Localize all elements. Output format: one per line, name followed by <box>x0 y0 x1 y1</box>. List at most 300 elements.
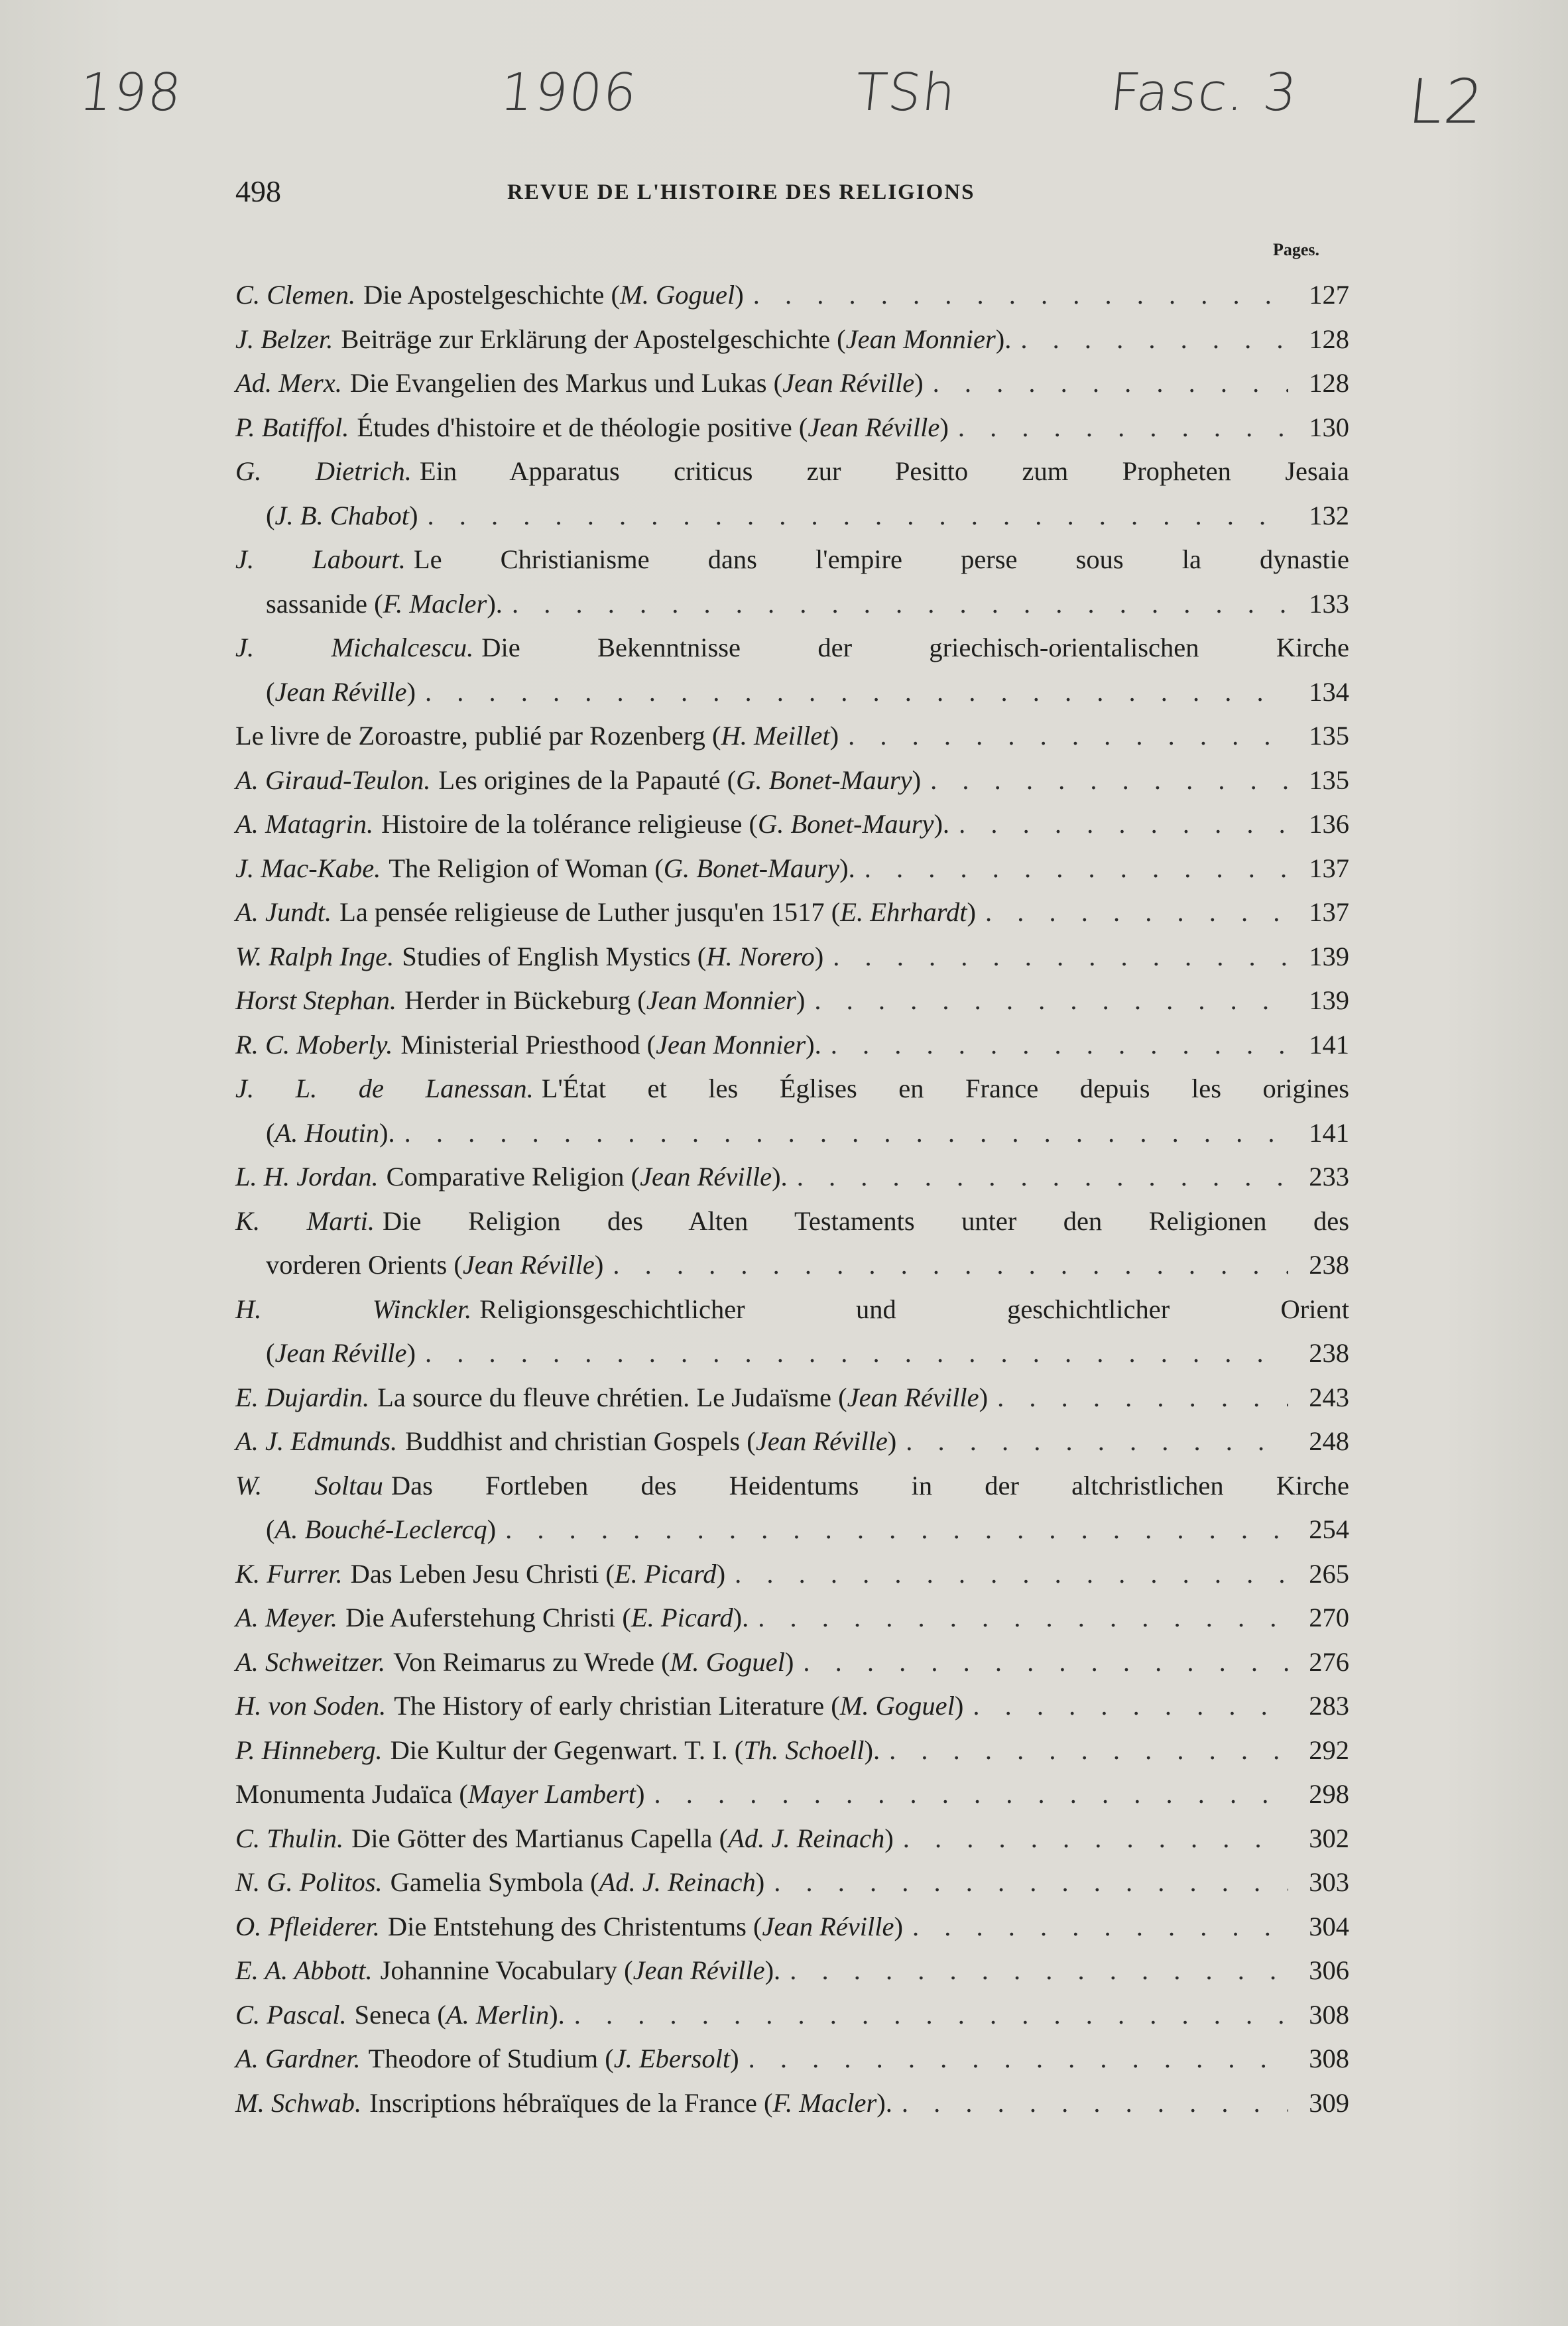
entry-line <box>235 1729 1349 1773</box>
dot-leader <box>758 1596 1288 1640</box>
reviewer: A. Houtin <box>274 1117 379 1148</box>
reviewer: Ad. J. Reinach <box>599 1867 756 1897</box>
reviewer: Jean Réville <box>847 1382 979 1412</box>
toc-entry <box>235 1772 1349 1817</box>
page-number: 498 <box>235 174 281 208</box>
reviewer: E. Ehrhardt <box>840 897 967 927</box>
page-ref: 270 <box>1309 1603 1349 1632</box>
entry-line <box>235 406 1349 450</box>
toc-entry <box>235 1684 1349 1729</box>
toc-entry <box>235 1861 1349 1905</box>
handwritten-class: L2 <box>1405 66 1488 137</box>
work-title: Die Auferstehung Christi ( <box>345 1603 631 1632</box>
dot-leader <box>404 1111 1288 1156</box>
page-ref: 233 <box>1309 1162 1349 1192</box>
toc-entry <box>235 2037 1349 2081</box>
closing-punct: ). <box>733 1603 749 1632</box>
dot-leader <box>425 1331 1288 1376</box>
reviewer: Jean Monnier <box>845 324 996 354</box>
work-title: Le Christianisme dans l'empire perse sous la dynastie <box>413 544 1349 574</box>
entry-line-2 <box>235 670 1349 715</box>
author: W. Ralph Inge. <box>235 941 394 971</box>
page-ref: 137 <box>1309 897 1349 927</box>
author: W. Soltau <box>235 1470 383 1500</box>
dot-leader <box>803 1640 1288 1685</box>
dot-leader <box>985 890 1288 935</box>
page-ref: 302 <box>1309 1823 1349 1853</box>
author: N. G. Politos. <box>235 1867 383 1897</box>
reviewer: Jean Réville <box>640 1162 772 1192</box>
dot-leader <box>505 1508 1288 1552</box>
closing-punct: ) <box>954 1691 964 1721</box>
dot-leader <box>1020 318 1288 362</box>
dot-leader <box>833 935 1288 979</box>
reviewer: Jean Monnier <box>646 985 796 1015</box>
page-ref: 276 <box>1309 1646 1349 1677</box>
entry-line-1 <box>235 450 1349 494</box>
page-ref: 135 <box>1309 721 1349 751</box>
author: J. Michalcescu. <box>235 633 474 662</box>
work-title: Das Fortleben des Heidentums in der altchristlichen Kirche <box>391 1470 1349 1500</box>
page-ref: 139 <box>1309 941 1349 971</box>
author: K. Furrer. <box>235 1558 343 1589</box>
work-title-cont: sassanide ( <box>266 588 383 619</box>
toc-entry <box>235 1729 1349 1773</box>
toc-entry <box>235 1949 1349 1993</box>
entry-line <box>235 714 1349 759</box>
closing-punct: ) <box>912 765 922 795</box>
toc-entry <box>235 450 1349 538</box>
page-ref: 283 <box>1309 1691 1349 1721</box>
reviewer: Jean Réville <box>462 1250 595 1280</box>
dot-leader <box>753 273 1288 318</box>
toc-entry <box>235 1905 1349 1949</box>
toc-entry <box>235 2081 1349 2126</box>
author: O. Pfleiderer. <box>235 1911 380 1941</box>
work-title: Religionsgeschichtlicher und geschichtlicher Orient <box>479 1294 1349 1324</box>
dot-leader <box>735 1552 1288 1597</box>
closing-punct: ). <box>839 853 855 883</box>
entry-line <box>235 759 1349 803</box>
author: H. Winckler. <box>235 1294 472 1324</box>
entry-line-1 <box>235 1288 1349 1332</box>
reviewer: F. Macler <box>383 588 487 619</box>
toc-entry <box>235 1199 1349 1288</box>
toc-entry <box>235 935 1349 979</box>
work-title-cont: vorderen Orients ( <box>266 1250 463 1280</box>
reviewer: Ad. J. Reinach <box>728 1823 885 1853</box>
dot-leader <box>654 1772 1289 1817</box>
work-title: L'État et les Églises en France depuis les origines <box>541 1073 1349 1103</box>
reviewer: Mayer Lambert <box>467 1779 636 1809</box>
closing-punct: ) <box>487 1514 497 1544</box>
work-title: Inscriptions hébraïques de la France ( <box>369 2087 773 2118</box>
entry-line-2 <box>235 1111 1349 1156</box>
entry-line <box>235 1861 1349 1905</box>
entry-line-2 <box>235 1508 1349 1552</box>
closing-punct: ) <box>406 1338 416 1368</box>
page-ref: 141 <box>1309 1029 1349 1060</box>
closing-punct: ) <box>887 1426 897 1456</box>
closing-punct: ) <box>796 985 806 1015</box>
author: J. Labourt. <box>235 544 406 574</box>
dot-leader <box>797 1155 1288 1199</box>
closing-punct: ) <box>408 500 418 530</box>
work-title: Ein Apparatus criticus zur Pesitto zum Propheten Jesaia <box>419 456 1349 486</box>
closing-punct: ) <box>784 1646 794 1677</box>
closing-punct: ). <box>995 324 1012 354</box>
closing-punct: ). <box>772 1162 788 1192</box>
author: Horst Stephan. <box>235 985 396 1015</box>
closing-punct: ). <box>487 588 503 619</box>
dot-leader <box>933 361 1288 406</box>
author: A. Giraud-Teulon. <box>235 765 431 795</box>
toc-entry <box>235 1288 1349 1376</box>
work-title: Buddhist and christian Gospels ( <box>405 1426 756 1456</box>
entry-line-2 <box>235 494 1349 538</box>
dot-leader <box>425 670 1288 715</box>
dot-leader <box>613 1243 1288 1288</box>
reviewer: A. Merlin <box>446 1999 550 2030</box>
toc-entry <box>235 361 1349 406</box>
handwritten-folder: Fasc. 3 <box>1107 63 1301 123</box>
entry-line <box>235 1817 1349 1861</box>
entry-line <box>235 1023 1349 1068</box>
closing-punct: ) <box>914 368 924 398</box>
reviewer: Jean Réville <box>633 1955 765 1985</box>
work-title-cont: ( <box>266 676 275 707</box>
closing-punct: ) <box>894 1911 904 1941</box>
closing-punct: ) <box>636 1779 645 1809</box>
author: A. Jundt. <box>235 897 332 927</box>
entry-line <box>235 1155 1349 1199</box>
dot-leader <box>906 1420 1288 1464</box>
reviewer: Jean Réville <box>782 368 915 398</box>
closing-punct: ) <box>814 941 824 971</box>
dot-leader <box>958 406 1288 450</box>
reviewer: G. Bonet-Maury <box>663 853 840 883</box>
reviewer: Jean Réville <box>762 1911 894 1941</box>
work-title: Die Religion des Alten Testaments unter den Religionen des <box>383 1205 1349 1236</box>
work-title: Seneca ( <box>354 1999 446 2030</box>
entry-line-1 <box>235 1067 1349 1111</box>
work-title: Le livre de Zoroastre, publié par Rozenberg ( <box>235 721 721 751</box>
dot-leader <box>512 582 1288 627</box>
reviewer: Jean Réville <box>274 676 407 707</box>
closing-punct: ) <box>755 1867 765 1897</box>
page-ref: 127 <box>1309 280 1349 310</box>
work-title: Das Leben Jesu Christi ( <box>350 1558 615 1589</box>
dot-leader <box>574 1993 1288 2038</box>
entry-line <box>235 1993 1349 2038</box>
page-ref: 265 <box>1309 1558 1349 1589</box>
work-title: Theodore of Studium ( <box>368 2044 614 2073</box>
entry-line <box>235 890 1349 935</box>
toc-entry <box>235 273 1349 318</box>
page-ref: 128 <box>1309 324 1349 354</box>
entry-line <box>235 802 1349 847</box>
closing-punct: ) <box>979 1382 989 1412</box>
handwritten-year: 1906 <box>497 63 641 123</box>
entry-line <box>235 1640 1349 1685</box>
work-title: Herder in Bückeburg ( <box>404 985 646 1015</box>
page-ref: 128 <box>1309 368 1349 398</box>
toc-entry <box>235 1067 1349 1155</box>
reviewer: F. Macler <box>772 2087 877 2118</box>
toc-entry <box>235 1993 1349 2038</box>
work-title: Beiträge zur Erklärung der Apostelgeschichte ( <box>341 324 846 354</box>
work-title: Ministerial Priesthood ( <box>400 1029 656 1060</box>
closing-punct: ). <box>876 2087 892 2118</box>
author: P. Batiffol. <box>235 412 349 442</box>
work-title: Die Götter des Martianus Capella ( <box>351 1823 729 1853</box>
page-ref: 304 <box>1309 1911 1349 1941</box>
author: M. Schwab. <box>235 2087 362 2118</box>
page-ref: 306 <box>1309 1955 1349 1985</box>
dot-leader <box>997 1376 1288 1420</box>
author: E. A. Abbott. <box>235 1955 373 1985</box>
author: G. Dietrich. <box>235 456 412 486</box>
entry-line-2 <box>235 582 1349 627</box>
reviewer: J. Ebersolt <box>613 2044 731 2073</box>
entry-line <box>235 1376 1349 1420</box>
dot-leader <box>959 802 1288 847</box>
page-ref: 303 <box>1309 1867 1349 1897</box>
author: H. von Soden. <box>235 1691 387 1721</box>
closing-punct: ) <box>594 1250 604 1280</box>
page-ref: 238 <box>1309 1338 1349 1368</box>
toc-entry <box>235 1023 1349 1068</box>
toc-entry <box>235 802 1349 847</box>
toc-entry <box>235 1376 1349 1420</box>
page-ref: 137 <box>1309 853 1349 883</box>
work-title: Comparative Religion ( <box>386 1162 640 1192</box>
toc-entry <box>235 626 1349 714</box>
closing-punct: ). <box>549 1999 565 2030</box>
work-title: Von Reimarus zu Wrede ( <box>393 1646 670 1677</box>
reviewer: Jean Réville <box>808 412 940 442</box>
reviewer: J. B. Chabot <box>274 500 409 530</box>
toc-entry <box>235 1817 1349 1861</box>
pages-column-label: Pages. <box>1273 240 1320 259</box>
reviewer: G. Bonet-Maury <box>736 765 912 795</box>
entry-line <box>235 1420 1349 1464</box>
toc-entry <box>235 759 1349 803</box>
reviewer: Jean Monnier <box>656 1029 806 1060</box>
page-header <box>235 174 1346 214</box>
dot-leader <box>889 1729 1288 1773</box>
work-title: The Religion of Woman ( <box>389 853 664 883</box>
entry-line <box>235 361 1349 406</box>
dot-leader <box>903 1817 1288 1861</box>
toc-entry <box>235 1420 1349 1464</box>
author: J. L. de Lanessan. <box>235 1073 534 1103</box>
closing-punct: ). <box>864 1735 880 1765</box>
work-title: Die Evangelien des Markus und Lukas ( <box>349 368 783 398</box>
work-title: Studies of English Mystics ( <box>402 941 707 971</box>
toc-entry <box>235 1464 1349 1552</box>
entry-line <box>235 1684 1349 1729</box>
entry-line <box>235 1949 1349 1993</box>
author: C. Pascal. <box>235 1999 347 2030</box>
entry-line-1 <box>235 538 1349 582</box>
dot-leader <box>848 714 1288 759</box>
toc-entry <box>235 406 1349 450</box>
reviewer: E. Picard <box>631 1603 733 1632</box>
closing-punct: ). <box>806 1029 821 1060</box>
closing-punct: ) <box>884 1823 894 1853</box>
author: L. H. Jordan. <box>235 1162 379 1192</box>
page-ref: 308 <box>1309 1999 1349 2030</box>
entry-line <box>235 2037 1349 2081</box>
author: A. J. Edmunds. <box>235 1426 398 1456</box>
page-ref: 254 <box>1309 1514 1349 1544</box>
work-title: Die Entstehung des Christentums ( <box>387 1911 762 1941</box>
reviewer: A. Bouché-Leclercq <box>274 1514 487 1544</box>
toc-entry <box>235 847 1349 891</box>
reviewer: M. Goguel <box>670 1646 785 1677</box>
work-title-cont: ( <box>266 1117 275 1148</box>
closing-punct: ) <box>735 280 744 310</box>
author: A. Matagrin. <box>235 809 374 839</box>
closing-punct: ) <box>967 897 977 927</box>
dot-leader <box>902 2081 1288 2126</box>
closing-punct: ). <box>764 1955 781 1985</box>
reviewer: M. Goguel <box>620 280 735 310</box>
closing-punct: ). <box>379 1117 395 1148</box>
closing-punct: ) <box>730 2044 739 2073</box>
entry-line-1 <box>235 1199 1349 1244</box>
page-ref: 130 <box>1309 412 1349 442</box>
dot-leader <box>831 1023 1288 1068</box>
work-title-cont: ( <box>266 1338 275 1368</box>
page-ref: 308 <box>1309 2044 1349 2073</box>
page-ref: 243 <box>1309 1382 1349 1412</box>
dot-leader <box>930 759 1288 803</box>
work-title: Gamelia Symbola ( <box>390 1867 599 1897</box>
dot-leader <box>790 1949 1288 1993</box>
author: R. C. Moberly. <box>235 1029 393 1060</box>
author: C. Thulin. <box>235 1823 344 1853</box>
entry-line <box>235 318 1349 362</box>
entry-line <box>235 1552 1349 1597</box>
reviewer: Jean Réville <box>274 1338 407 1368</box>
page-ref: 139 <box>1309 985 1349 1015</box>
work-title: Histoire de la tolérance religieuse ( <box>381 809 758 839</box>
reviewer: H. Meillet <box>721 721 830 751</box>
entry-line-2 <box>235 1331 1349 1376</box>
dot-leader <box>774 1861 1288 1905</box>
dot-leader <box>427 494 1288 538</box>
toc-entry <box>235 1596 1349 1640</box>
author: A. Meyer. <box>235 1603 338 1632</box>
dot-leader <box>749 2037 1288 2081</box>
toc-entry <box>235 1552 1349 1597</box>
reviewer: M. Goguel <box>839 1691 955 1721</box>
reviewer: H. Norero <box>706 941 815 971</box>
page-ref: 248 <box>1309 1426 1349 1456</box>
page-ref: 309 <box>1309 2087 1349 2118</box>
page-ref: 133 <box>1309 588 1349 619</box>
page-ref: 134 <box>1309 676 1349 707</box>
toc-entry <box>235 1640 1349 1685</box>
reviewer: Th. Schoell <box>743 1735 865 1765</box>
work-title-cont: ( <box>266 1514 275 1544</box>
reviewer: Jean Réville <box>755 1426 888 1456</box>
handwritten-code: TSh <box>852 63 960 123</box>
entry-line <box>235 979 1349 1023</box>
page-ref: 136 <box>1309 809 1349 839</box>
dot-leader <box>973 1684 1288 1729</box>
work-title: Die Apostelgeschichte ( <box>363 280 620 310</box>
entry-line-1 <box>235 626 1349 670</box>
author: J. Belzer. <box>235 324 333 354</box>
closing-punct: ). <box>934 809 950 839</box>
dot-leader <box>912 1905 1288 1949</box>
closing-punct: ) <box>716 1558 726 1589</box>
author: P. Hinneberg. <box>235 1735 383 1765</box>
dot-leader <box>814 979 1288 1023</box>
entry-line <box>235 935 1349 979</box>
page-ref: 141 <box>1309 1117 1349 1148</box>
work-title-cont: ( <box>266 500 275 530</box>
page-ref: 132 <box>1309 500 1349 530</box>
page-ref: 238 <box>1309 1250 1349 1280</box>
author: A. Schweitzer. <box>235 1646 386 1677</box>
closing-punct: ) <box>406 676 416 707</box>
page-ref: 135 <box>1309 765 1349 795</box>
closing-punct: ) <box>939 412 949 442</box>
toc-entry <box>235 318 1349 362</box>
work-title: The History of early christian Literature ( <box>394 1691 840 1721</box>
running-head: REVUE DE L'HISTOIRE DES RELIGIONS <box>507 180 975 204</box>
closing-punct: ) <box>829 721 839 751</box>
work-title: La pensée religieuse de Luther jusqu'en 1517 ( <box>339 897 841 927</box>
work-title: Études d'histoire et de théologie positive ( <box>357 412 808 442</box>
work-title: Die Kultur der Gegenwart. T. I. ( <box>390 1735 744 1765</box>
reviewer: E. Picard <box>614 1558 717 1589</box>
reviewer: G. Bonet-Maury <box>758 809 934 839</box>
page-ref: 298 <box>1309 1779 1349 1809</box>
dot-leader <box>865 847 1288 891</box>
work-title: Die Bekenntnisse der griechisch-orientalischen Kirche <box>481 633 1350 662</box>
entry-line <box>235 1772 1349 1817</box>
table-of-contents <box>235 273 1349 2125</box>
entry-line <box>235 273 1349 318</box>
work-title: Les origines de la Papauté ( <box>438 765 737 795</box>
work-title: Monumenta Judaïca ( <box>235 1779 468 1809</box>
page-ref: 292 <box>1309 1735 1349 1765</box>
entry-line-2 <box>235 1243 1349 1288</box>
toc-entry <box>235 1155 1349 1199</box>
entry-line <box>235 1596 1349 1640</box>
entry-line-1 <box>235 1464 1349 1508</box>
handwritten-id: 198 <box>76 63 186 123</box>
toc-entry <box>235 538 1349 626</box>
author: J. Mac-Kabe. <box>235 853 381 883</box>
entry-line <box>235 2081 1349 2126</box>
work-title: La source du fleuve chrétien. Le Judaïsme ( <box>377 1382 847 1412</box>
toc-entry <box>235 890 1349 935</box>
author: K. Marti. <box>235 1205 375 1236</box>
toc-entry <box>235 979 1349 1023</box>
work-title: Johannine Vocabulary ( <box>380 1955 633 1985</box>
toc-entry <box>235 714 1349 759</box>
entry-line <box>235 1905 1349 1949</box>
author: A. Gardner. <box>235 2044 361 2073</box>
author: E. Dujardin. <box>235 1382 370 1412</box>
entry-line <box>235 847 1349 891</box>
